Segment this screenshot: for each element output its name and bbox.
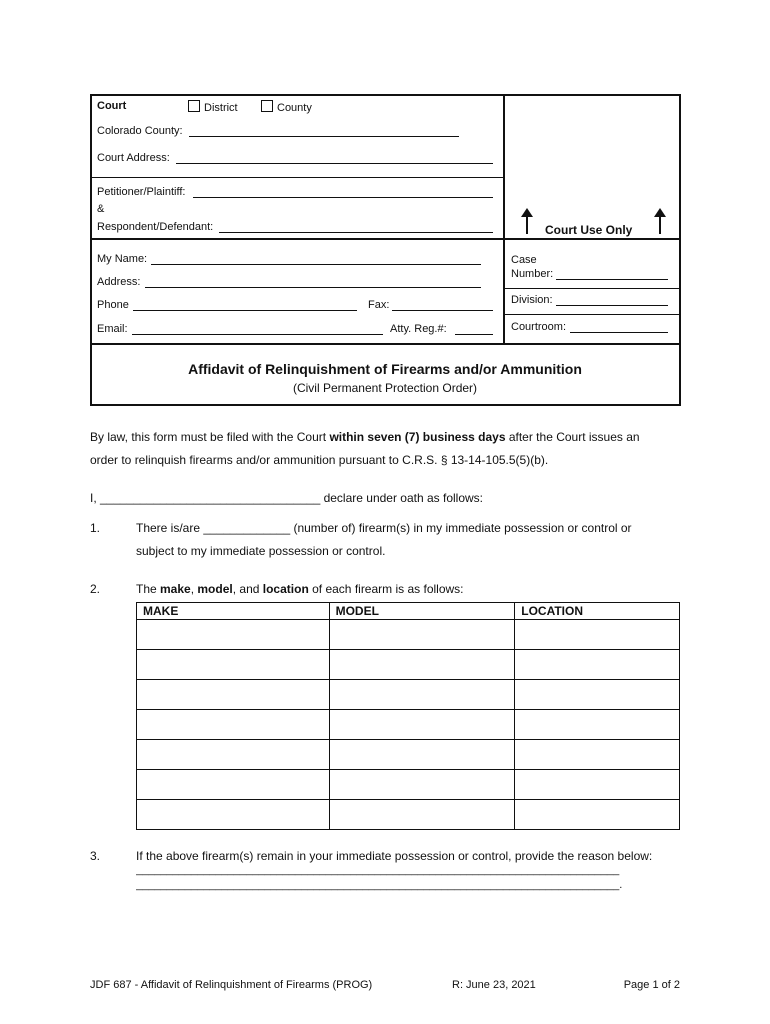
cell-model[interactable] [329, 710, 515, 740]
county-option[interactable] [261, 100, 312, 114]
cell-location[interactable] [515, 800, 680, 830]
item-1-line-1: There is/are _____________ (number of) firearm(s) in my immediate possession or control or [136, 521, 632, 535]
cell-make[interactable] [137, 800, 330, 830]
atty-reg-field[interactable] [455, 334, 493, 335]
column-header-model: MODEL [329, 603, 515, 620]
fax-field[interactable] [392, 310, 493, 311]
intro-text-2: after the Court issues an [505, 430, 640, 444]
item-2-text [136, 582, 464, 596]
court-use-only-label: Court Use Only [545, 223, 633, 237]
column-header-location: LOCATION [515, 603, 680, 620]
cell-model[interactable] [329, 650, 515, 680]
cell-location[interactable] [515, 680, 680, 710]
county-checkbox[interactable] [261, 100, 273, 112]
cell-model[interactable] [329, 680, 515, 710]
item-3-number: 3. [90, 849, 101, 863]
phone-label: Phone [97, 299, 129, 311]
footer-form-id: JDF 687 - Affidavit of Relinquishment of Firearms (PROG) [90, 979, 373, 991]
intro-text-1: By law, this form must be filed with the Court [90, 430, 330, 444]
respondent-label: Respondent/Defendant: [97, 221, 214, 233]
address-field[interactable] [145, 287, 481, 288]
item-2-t3: , and [232, 582, 263, 596]
district-option[interactable] [188, 100, 238, 114]
table-header-row [137, 603, 680, 620]
table-row [137, 770, 680, 800]
item-2-number: 2. [90, 582, 101, 596]
up-arrow-icon [521, 208, 533, 234]
respondent-field[interactable] [219, 232, 493, 233]
colorado-county-field[interactable] [189, 136, 459, 137]
declaration-line: I, _________________________________ declare under oath as follows: [90, 491, 483, 505]
table-row [137, 710, 680, 740]
petitioner-label: Petitioner/Plaintiff: [97, 186, 186, 198]
case-label: Case [511, 254, 537, 266]
firearm-table [136, 602, 680, 830]
case-number-label: Number: [511, 268, 554, 280]
footer-page-number: Page 1 of 2 [623, 979, 680, 991]
item-2-t1: The [136, 582, 161, 596]
item-1-line-2: subject to my immediate possession or control. [136, 544, 386, 558]
item-1-number: 1. [90, 521, 101, 535]
up-arrow-icon [654, 208, 666, 234]
table-row [137, 620, 680, 650]
cell-make[interactable] [137, 740, 330, 770]
phone-field[interactable] [133, 310, 357, 311]
cell-model[interactable] [329, 620, 515, 650]
district-label: District [204, 102, 238, 114]
item-2-model: model [197, 582, 233, 596]
item-2-make: make [160, 582, 191, 596]
case-number-field[interactable] [556, 279, 668, 280]
county-label: County [277, 102, 312, 114]
item-2-t2: , [190, 582, 198, 596]
my-name-field[interactable] [151, 264, 481, 265]
cell-make[interactable] [137, 620, 330, 650]
cell-location[interactable] [515, 770, 680, 800]
table-row [137, 680, 680, 710]
ampersand: & [97, 203, 105, 215]
intro-line-2: order to relinquish firearms and/or ammunition pursuant to C.R.S. § 13-14-105.5(5)(b). [90, 453, 549, 467]
cell-location[interactable] [515, 650, 680, 680]
intro-deadline: within seven (7) business days [329, 430, 506, 444]
email-label: Email: [97, 323, 128, 335]
atty-reg-label: Atty. Reg.#: [390, 323, 447, 335]
item-2-location: location [262, 582, 309, 596]
courtroom-label: Courtroom: [511, 321, 567, 333]
intro-line-1 [90, 430, 680, 444]
court-label: Court [97, 100, 127, 112]
cell-model[interactable] [329, 740, 515, 770]
cell-location[interactable] [515, 740, 680, 770]
address-label: Address: [97, 276, 141, 288]
column-header-make: MAKE [137, 603, 330, 620]
colorado-county-label: Colorado County: [97, 125, 183, 137]
district-checkbox[interactable] [188, 100, 200, 112]
reason-line-2[interactable]: _______________________________________________________________________________. [136, 879, 623, 891]
cell-make[interactable] [137, 680, 330, 710]
table-row [137, 800, 680, 830]
cell-location[interactable] [515, 620, 680, 650]
cell-location[interactable] [515, 710, 680, 740]
division-field[interactable] [556, 305, 668, 306]
cell-make[interactable] [137, 770, 330, 800]
email-field[interactable] [132, 334, 383, 335]
fax-label: Fax: [368, 299, 390, 311]
cell-make[interactable] [137, 710, 330, 740]
courtroom-field[interactable] [570, 332, 668, 333]
cell-model[interactable] [329, 800, 515, 830]
table-body [137, 620, 680, 830]
footer-revision-date: R: June 23, 2021 [452, 979, 536, 991]
reason-line-1[interactable]: _______________________________________________________________________________ [136, 864, 620, 876]
table-row [137, 740, 680, 770]
cell-model[interactable] [329, 770, 515, 800]
cell-make[interactable] [137, 650, 330, 680]
court-address-label: Court Address: [97, 152, 170, 164]
table-row [137, 650, 680, 680]
my-name-label: My Name: [97, 253, 148, 265]
petitioner-field[interactable] [193, 197, 493, 198]
page-subtitle: (Civil Permanent Protection Order) [292, 381, 478, 395]
item-3-line-1: If the above firearm(s) remain in your immediate possession or control, provide the reason below: [136, 849, 653, 863]
division-label: Division: [511, 294, 553, 306]
court-address-field[interactable] [176, 163, 493, 164]
page-title: Affidavit of Relinquishment of Firearms and/or Ammunition [188, 361, 582, 377]
item-2-t4: of each firearm is as follows: [308, 582, 464, 596]
